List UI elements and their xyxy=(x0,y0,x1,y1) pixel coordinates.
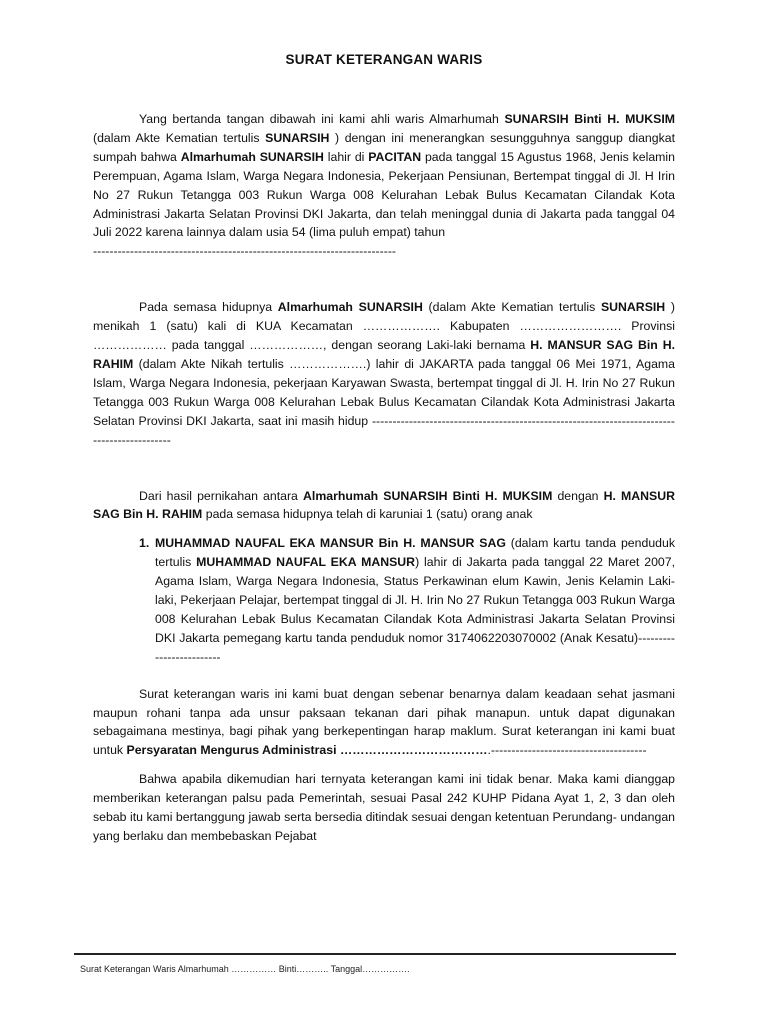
text: (dalam kartu tanda penduduk tertulis xyxy=(155,536,675,570)
deceased-alias: SUNARSIH xyxy=(265,130,330,145)
text: ) dengan ini menerangkan sesungguhnya sanggup diangkat sumpah bahwa xyxy=(93,130,675,164)
child-name: MUHAMMAD NAUFAL EKA MANSUR Bin H. MANSUR SAG xyxy=(155,536,506,551)
child-alias: MUHAMMAD NAUFAL EKA MANSUR xyxy=(196,555,416,570)
text: ) menikah 1 (satu) kali di KUA Kecamatan ………………. Kabupaten ……………………. Provinsi ……………… pada tanggal ………………, dengan seorang Laki-laki bernama xyxy=(93,300,675,353)
text: (dalam Akte Kematian tertulis xyxy=(422,300,601,315)
document-title: SURAT KETERANGAN WARIS xyxy=(285,52,483,67)
paragraph-deceased xyxy=(93,110,675,261)
purpose: Persyaratan Mengurus Administrasi ……………………………… xyxy=(126,743,488,758)
text: (dalam Akte Nikah tertulis ……………….) lahir di JAKARTA pada tanggal 06 Mei 1971, Agama Islam, Warga Negara Indonesia, pekerjaan Karyawan Swasta, bertempat tinggal di Jl. H. Irin No 27 Rukun Tetangga 003 Rukun Warga 008 Kelurahan Lebak Bulus Kecamatan Cilandak Kota Administrasi Jakarta Selatan Provinsi DKI Jakarta, saat ini masih hidup --------------------------------------------------------------------------------------------- xyxy=(93,356,675,447)
deceased-alias: SUNARSIH xyxy=(600,300,666,315)
list-number: 1. xyxy=(139,536,150,551)
text: Surat keterangan waris ini kami buat dengan sebenar benarnya dalam keadaan sehat jasmani maupun rohani tanpa ada unsur paksaan tekanan dari pihak manapun. untuk dapat digunakan sebagaimana mestinya, bagi pihak yang berkepentingan harap maklum. Surat keterangan ini kami buat untuk xyxy=(93,686,675,758)
paragraph-children xyxy=(93,487,675,525)
paragraph-liability xyxy=(93,770,675,846)
document-body xyxy=(93,110,675,846)
paragraph-statement xyxy=(93,685,675,761)
text: ) lahir di Jakarta pada tanggal 22 Maret 2007, Agama Islam, Warga Negara Indonesia, Status Perkawinan elum Kawin, Jenis Kelamin Laki-laki, Pekerjaan Pelajar, bertempat tinggal di Jl. H. Irin No 27 Rukun Tetangga 003 Rukun Warga 008 Kelurahan Lebak Bulus Kecamatan Cilandak Kota Administrasi Jakarta Selatan Provinsi DKI Jakarta pemegang kartu tanda penduduk nomor 3174062203070002 (Anak Kesatu)------------------------- xyxy=(155,555,676,664)
page-footer: Surat Keterangan Waris Almarhumah …………… Binti……….. Tanggal……………. xyxy=(80,964,410,974)
child-description xyxy=(143,534,675,666)
text: Pada semasa hidupnya xyxy=(139,300,278,315)
text: pada tanggal 15 Agustus 1968, Jenis kelamin Perempuan, Agama Islam, Warga Negara Indonesia, Pekerjaan Pensiunan, Bertempat tinggal di Jl. H Irin No 27 Rukun Tetangga 003 Rukun Warga 008 Kelurahan Lebak Bulus Kecamatan Cilandak Kota Administrasi Jakarta Selatan Provinsi DKI Jakarta, dan telah meninggal dunia di Jakarta pada tanggal 04 Juli 2022 karena lainnya dalam usia 54 (lima puluh empat) tahun xyxy=(93,149,675,240)
paragraph-marriage xyxy=(93,298,675,449)
deceased-title: Almarhumah SUNARSIH xyxy=(180,149,324,164)
text: pada semasa hidupnya telah di karuniai 1 (satu) orang anak xyxy=(202,507,533,522)
dash-line: -------------------------------------------------------------------------- xyxy=(93,244,397,259)
birthplace: PACITAN xyxy=(368,149,422,164)
text: Yang bertanda tangan dibawah ini kami ahli waris Almarhumah xyxy=(139,112,505,126)
list-item xyxy=(93,534,675,666)
text: dengan xyxy=(552,488,604,503)
spouse-name: H. MANSUR SAG Bin H. RAHIM xyxy=(93,338,675,371)
deceased-title: Almarhumah SUNARSIH xyxy=(277,300,423,315)
children-list xyxy=(93,534,675,666)
text: Bahwa apabila dikemudian hari ternyata keterangan kami ini tidak benar. Maka kami dianggap memberikan keterangan palsu pada Pemerintah, sesuai Pasal 242 KUHP Pidana Ayat 1, 2, 3 dan oleh sebab itu kami bertanggung jawab serta bersedia ditindak sesuai dengan ketentuan Perundang- undangan yang berlaku dan membebaskan Pejabat xyxy=(93,772,675,843)
text: .-------------------------------------- xyxy=(487,743,647,758)
text: (dalam Akte Kematian tertulis xyxy=(93,130,266,145)
footer-divider xyxy=(74,953,676,955)
text: lahir di xyxy=(323,149,369,164)
deceased-name: SUNARSIH Binti H. MUKSIM xyxy=(504,112,675,126)
spouse-name: H. MANSUR SAG Bin H. RAHIM xyxy=(93,488,675,522)
deceased-name: Almarhumah SUNARSIH Binti H. MUKSIM xyxy=(303,488,553,503)
text: Dari hasil pernikahan antara xyxy=(139,488,304,503)
